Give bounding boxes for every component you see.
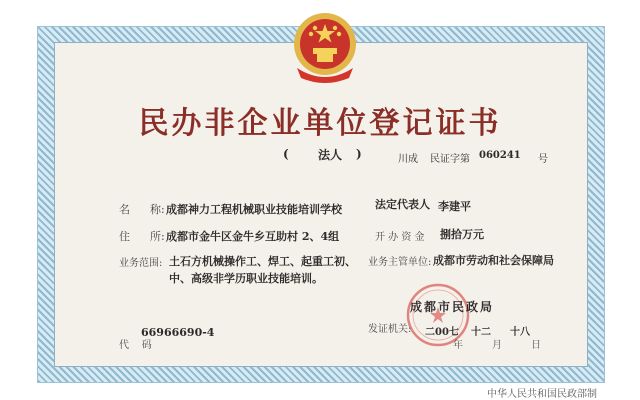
code-label: 代 码 (119, 340, 152, 351)
issuer-label: 发证机关: (368, 324, 412, 335)
capital-value: 捌拾万元 (440, 228, 484, 241)
cert-no-prefix: 川成 (398, 154, 418, 165)
cert-no-value: 060241 (479, 150, 521, 161)
certificate-title: 民办非企业单位登记证书 (138, 106, 502, 141)
issue-date-year: 二00七 (425, 327, 459, 338)
cert-no-label: 民证字第 (430, 154, 470, 165)
day-label: 日 (531, 340, 541, 351)
scope-label: 业务范围: (119, 258, 163, 269)
category-open-paren: ( (283, 147, 289, 161)
scope-value-line1: 土石方机械操作工、焊工、起重工初、 (169, 255, 356, 268)
authority-label: 业务主管单位: (368, 257, 432, 268)
name-label-1: 名 (119, 203, 130, 216)
name-label-2: 称: (150, 203, 165, 216)
address-label-2: 所: (150, 230, 165, 243)
issue-date-day: 十八 (510, 327, 530, 338)
name-value: 成都神力工程机械职业技能培训学校 (166, 203, 342, 216)
legal-rep-value: 李建平 (438, 200, 471, 213)
year-label: 年 (453, 340, 463, 351)
code-value: 66966690-4 (141, 326, 215, 339)
cert-no-suffix: 号 (538, 154, 548, 165)
authority-value: 成都市劳动和社会保障局 (433, 254, 554, 267)
category-close-paren: ) (356, 147, 362, 161)
month-label: 月 (492, 340, 502, 351)
scope-value-line2: 中、高级非学历职业技能培训。 (169, 272, 323, 285)
address-label-1: 住 (119, 230, 130, 243)
legal-rep-label: 法定代表人 (375, 198, 430, 211)
issuer-name: 成都市民政局 (410, 300, 495, 314)
issuer-footer: 中华人民共和国民政部制 (487, 389, 597, 400)
issue-date-month: 十二 (471, 327, 491, 338)
capital-label: 开 办 资 金 (375, 232, 425, 243)
category-value: 法人 (318, 148, 343, 162)
address-value: 成都市金牛区金牛乡互助村 2、4组 (166, 230, 340, 243)
national-emblem-icon (291, 8, 359, 86)
